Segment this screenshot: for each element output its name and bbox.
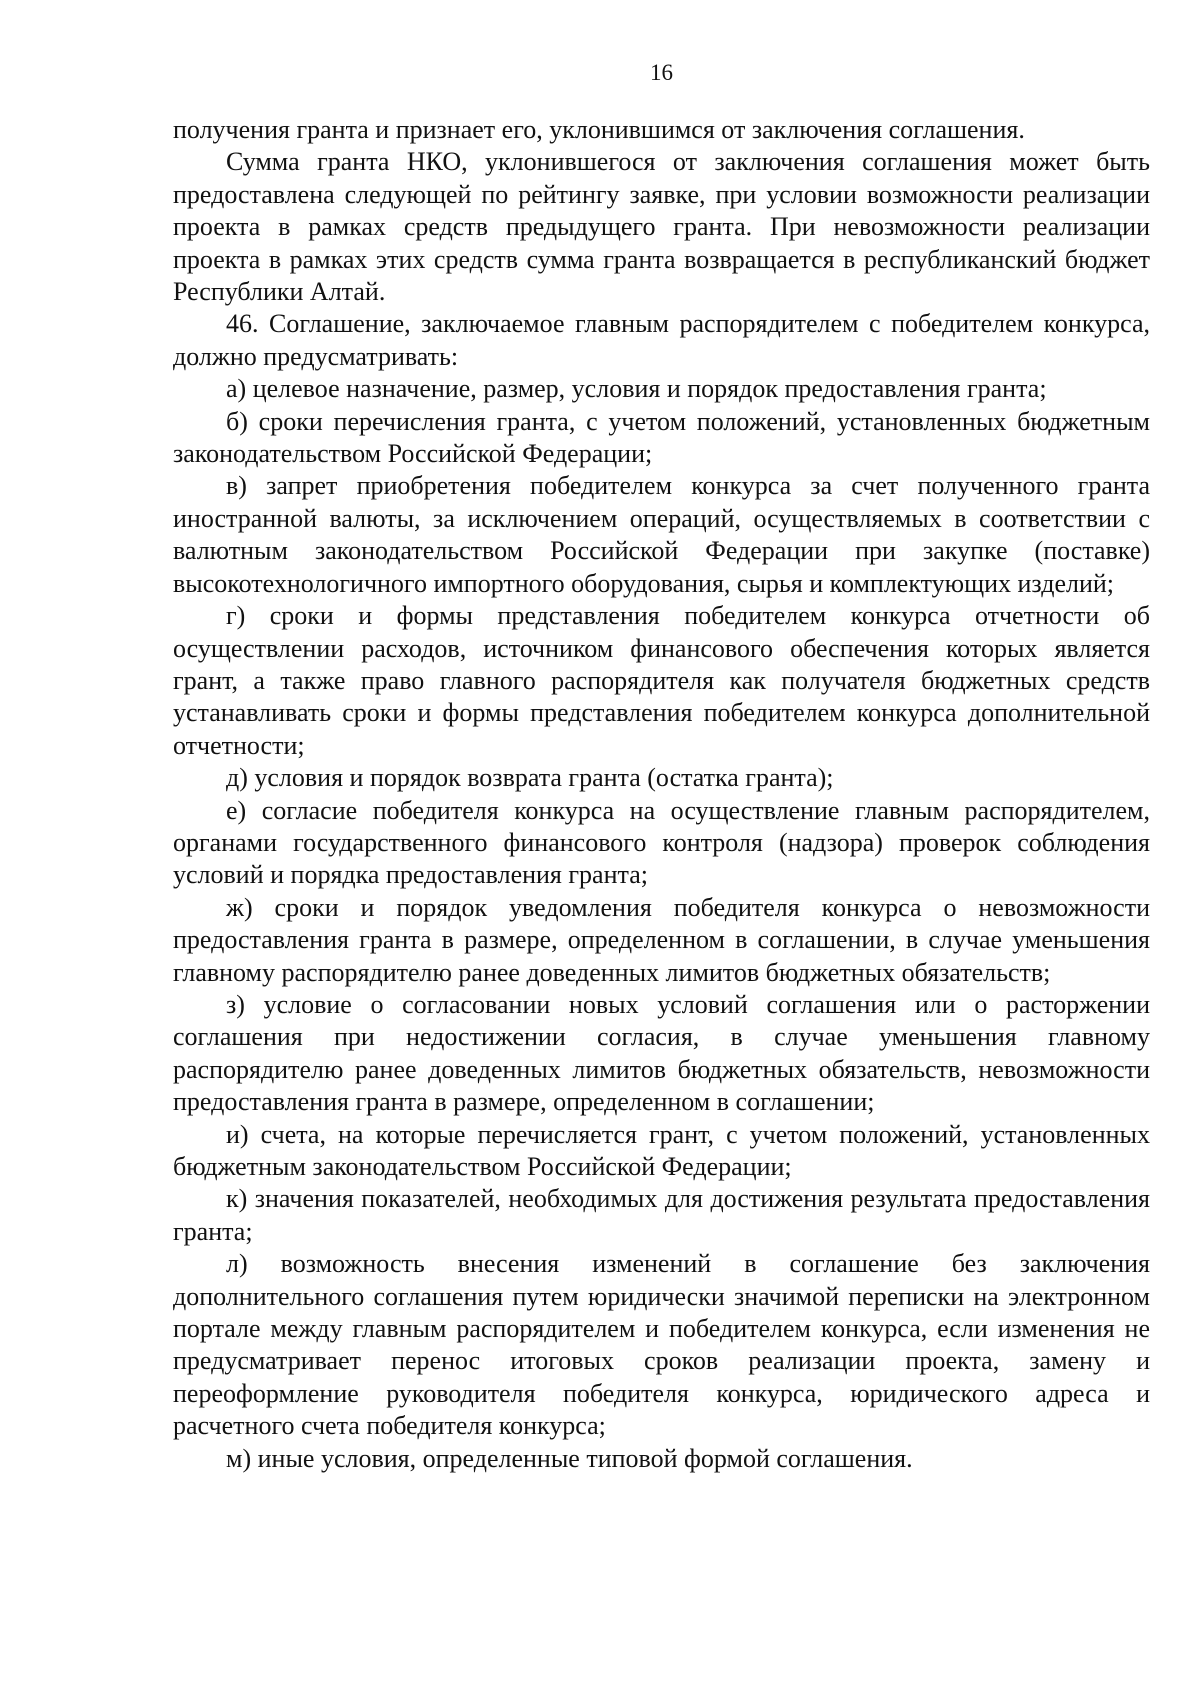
- list-item-v: в) запрет приобретения победителем конкурса за счет полученного гранта иностранной валюты, за исключением операций, осуществляемых в соответствии с валютным законодательством Российской Федерации при закупке (поставке) высокотехнологичного импортного оборудования, сырья и комплектующих изделий;: [173, 471, 1150, 598]
- list-item-b: б) сроки перечисления гранта, с учетом положений, установленных бюджетным законодательством Российской Федерации;: [173, 406, 1150, 469]
- paragraph-refund-clause: Сумма гранта НКО, уклонившегося от заключения соглашения может быть предоставлена следующей по рейтингу заявке, при условии возможности реализации проекта в рамках средств предыдущего гранта. При невозможности реализации проекта в рамках этих средств сумма гранта возвращается в республиканский бюджет Республики Алтай.: [173, 147, 1150, 307]
- list-item-a: а) целевое назначение, размер, условия и порядок предоставления гранта;: [226, 374, 1047, 404]
- list-item-e: е) согласие победителя конкурса на осуществление главным распорядителем, органами государственного финансового контроля (надзора) проверок соблюдения условий и порядка предоставления гранта;: [173, 795, 1150, 890]
- paragraph-continuation: получения гранта и признает его, уклонившимся от заключения соглашения.: [173, 115, 1025, 144]
- paragraph-46: 46. Соглашение, заключаемое главным распорядителем с победителем конкурса, должно предусматривать:: [173, 309, 1150, 371]
- list-item-zh: ж) сроки и порядок уведомления победителя конкурса о невозможности предоставления гранта в размере, определенном в соглашении, в случае уменьшения главному распорядителю ранее доведенных лимитов бюджетных обязательств;: [173, 892, 1150, 987]
- list-item-g: г) сроки и формы представления победителем конкурса отчетности об осуществлении расходов, источником финансового обеспечения которых является грант, а также право главного распорядителя как получателя бюджетных средств устанавливать сроки и формы представления победителем конкурса дополнительной отчетности;: [173, 601, 1150, 760]
- list-item-k: к) значения показателей, необходимых для достижения результата предоставления гранта;: [173, 1184, 1150, 1246]
- list-item-i: и) счета, на которые перечисляется грант, с учетом положений, установленных бюджетным законодательством Российской Федерации;: [173, 1119, 1150, 1181]
- list-item-m: м) иные условия, определенные типовой формой соглашения.: [226, 1443, 913, 1473]
- page-number: 16: [650, 60, 673, 85]
- document-page: [173, 0, 1150, 1698]
- list-item-l: л) возможность внесения изменений в соглашение без заключения дополнительного соглашения путем юридически значимой переписки на электронном портале между главным распорядителем и победителем конкурса, если изменения не предусматривает перенос итоговых сроков реализации проекта, замену и переоформление руководителя победителя конкурса, юридического адреса и расчетного счета победителя конкурса;: [173, 1249, 1150, 1441]
- document-body: [173, 114, 1150, 1475]
- list-item-d: д) условия и порядок возврата гранта (остатка гранта);: [226, 763, 834, 793]
- list-item-z: з) условие о согласовании новых условий соглашения или о расторжении соглашения при недостижении согласия, в случае уменьшения главному распорядителю ранее доведенных лимитов бюджетных обязательств, невозможности предоставления гранта в размере, определенном в соглашении;: [173, 989, 1150, 1117]
